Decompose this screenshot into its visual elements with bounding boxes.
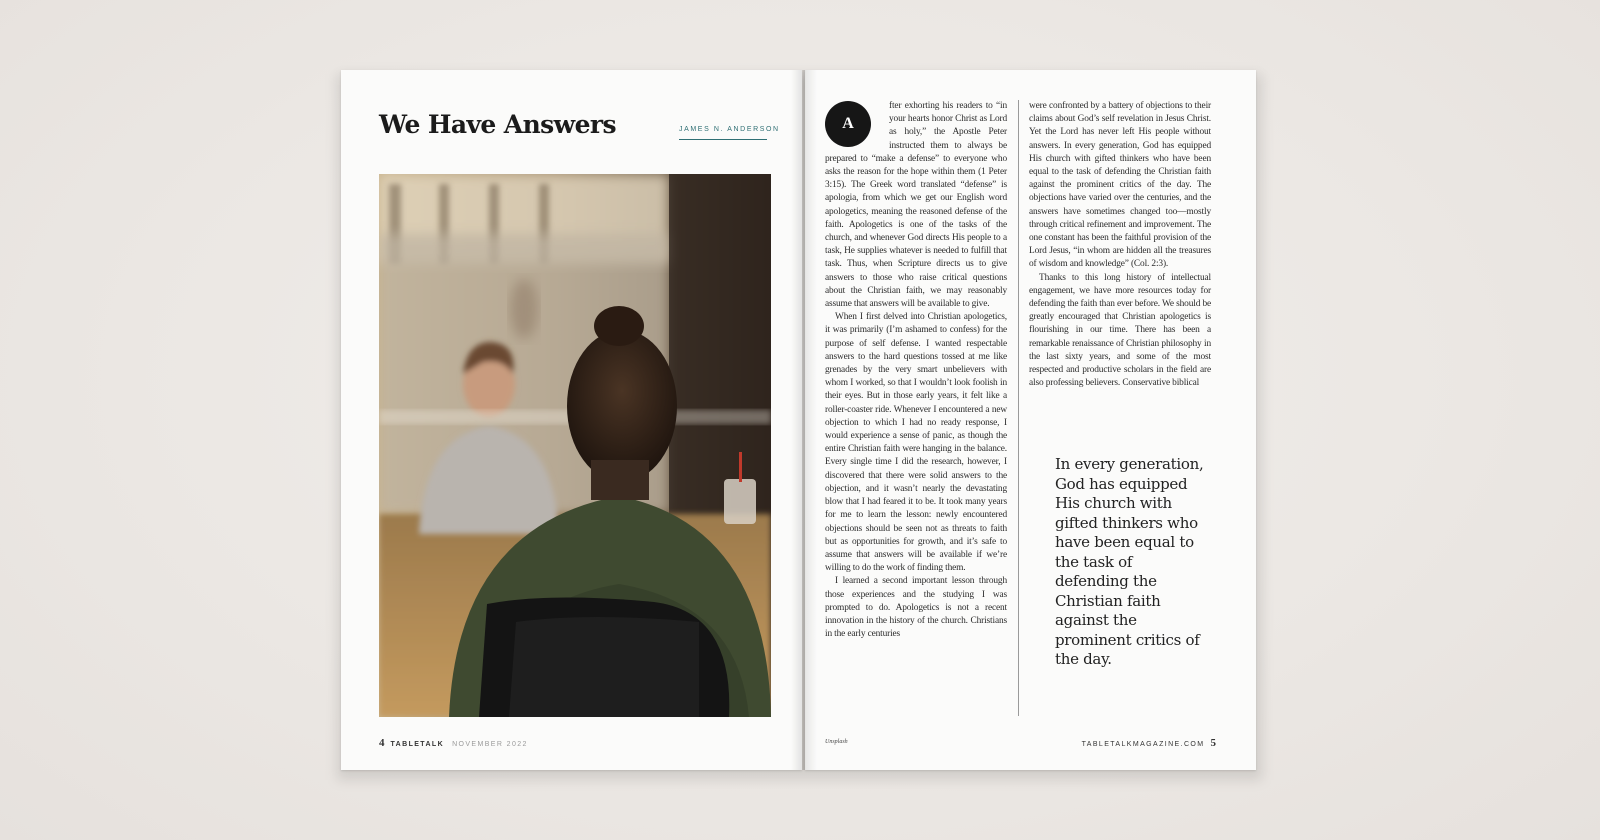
paragraph: fter exhorting his readers to “in your hearts honor Christ as Lord as holy,” the Apostle Peter instructed them to always be prepared to “make a defense” to everyone who asks the reason for the hope within them (1 Peter 3:15). The Greek word translated “defense” is apologia, from which we get our English word apologetics, meaning the reasoned defense of the faith. Apologetics is one of the tasks of the church, and whenever God directs His people to a task, He supplies whatever is needed to fulfill that task. Thus, when Scripture directs us to give answers to those who raise critical questions about the Christian faith, we may reasonably assume that answers will be available to give.: [825, 101, 1007, 310]
photo-credit: Unsplash: [825, 739, 848, 745]
website-url: TABLETALKMAGAZINE.COM: [1081, 741, 1205, 748]
right-page: [805, 70, 1256, 770]
left-folio: [379, 737, 528, 749]
paragraph: When I first delved into Christian apologetics, it was primarily (I’m ashamed to confess) for the purpose of self defense. I wanted respectable answers to the hard questions tossed at me like grenades by the very smart unbelievers with whom I worked, so that I wouldn’t look foolish in their eyes. But in those early years, it felt like a roller-coaster ride. Whenever I encountered a new objection to which I had no ready response, I would experience a sense of panic, as though the entire Christian faith were hanging in the balance. Every single time I did the research, however, I discovered that there were solid answers to the objection, and it wasn’t nearly the devastating blow that I had feared it to be. It took many years for me to learn the lesson: newly encountered objections should be seen not as threats to faith but as opportunities for growth, and it’s safe to assume that answers will be available if we’re willing to do the work of finding them.: [825, 312, 1007, 574]
magazine-name: TABLETALK: [390, 741, 445, 748]
paragraph: Thanks to this long history of intellectual engagement, we have more resources today for defending the faith than ever before. We should be greatly encouraged that Christian apologetics is flourishing in our time. There has been a remarkable renaissance of Christian philosophy in the last sixty years, and some of the most respected and productive scholars in the field are also professing believers. Conservative biblical: [1029, 272, 1211, 389]
drop-cap: A: [825, 101, 871, 147]
text-column-1: [825, 100, 1007, 641]
article-photo: [379, 174, 771, 717]
page-number-left: 4: [379, 737, 385, 749]
pull-quote: In every generation, God has equipped His church with gifted thinkers who have been equal to the task of defending the Christian faith against the prominent critics of the day.: [1055, 455, 1204, 668]
right-folio: [1082, 737, 1216, 749]
text-column-2: [1029, 100, 1211, 390]
photo-illustration: [379, 174, 771, 717]
issue-date: NOVEMBER 2022: [452, 741, 528, 748]
article-title: We Have Answers: [379, 110, 616, 139]
magazine-spread: [341, 70, 1256, 774]
paragraph: were confronted by a battery of objections to their claims about God’s self revelation in Jesus Christ. Yet the Lord has never left His people without answers. In every generation, God has equipped His church with gifted thinkers who have been equal to the task of defending the Christian faith against the prominent critics of the day. The objections have varied over the centuries, and the answers have sometimes changed too—mostly through critical refinement and improvement. The one constant has been the faithful provision of the Lord Jesus, “in whom are hidden all the treasures of wisdom and knowledge” (Col. 2:3).: [1029, 101, 1211, 270]
column-divider: [1018, 100, 1019, 716]
author-byline: JAMES N. ANDERSON: [679, 126, 780, 133]
paragraph: I learned a second important lesson through those experiences and the studying I was prompted to do. Apologetics is not a recent innovation in the history of the church. Christians in the early centuries: [825, 576, 1007, 640]
byline-underline: [679, 139, 767, 140]
left-page: [341, 70, 802, 770]
page-number-right: 5: [1210, 737, 1216, 749]
